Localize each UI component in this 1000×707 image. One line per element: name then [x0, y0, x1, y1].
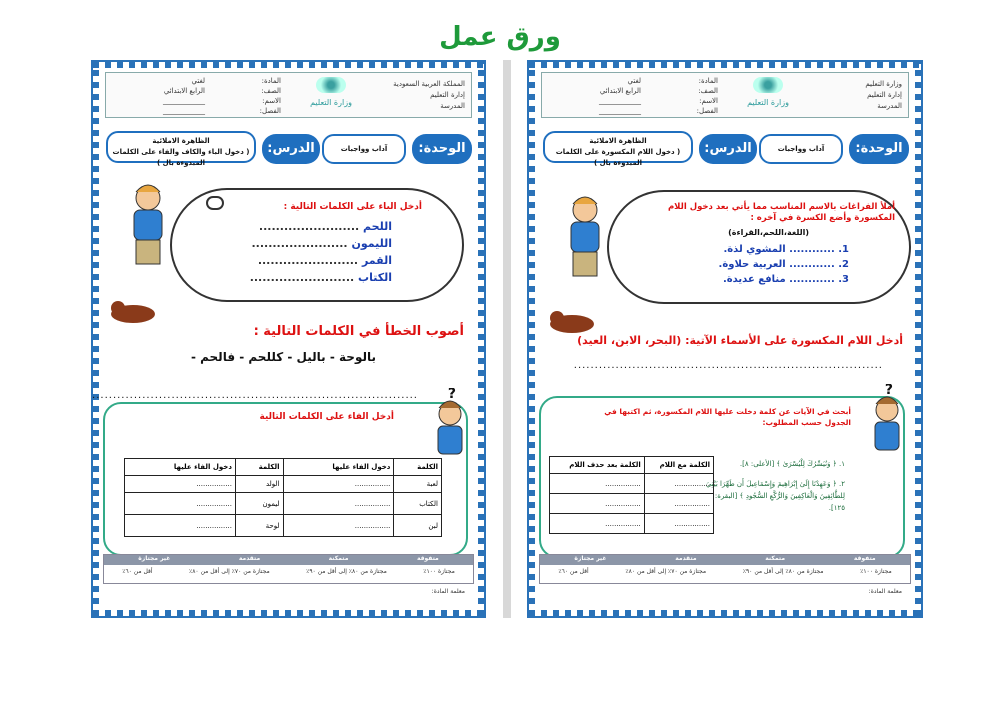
teacher-signature: معلمة المادة:: [868, 588, 902, 595]
lesson-label: الدرس:: [699, 134, 757, 164]
term-label: الفصل:: [259, 107, 281, 115]
level-checkbox[interactable]: مجتازة من ٧٠٪ إلى أقل من ٨٠٪: [625, 568, 707, 575]
level-checkbox[interactable]: مجتازة ١٠٠٪: [860, 568, 892, 575]
level-checkbox[interactable]: مجتازة من ٨٠٪ إلى أقل من ٩٠٪: [742, 568, 824, 575]
ministry-logo-icon: [316, 77, 346, 93]
enter-title: أدخل اللام المكسورة على الأسماء الآتية: (البحر، الابن، العيد): [577, 334, 903, 347]
cloud-options: (اللغة،اللحم،القراءة): [728, 228, 809, 237]
subject-value: لغتي: [191, 77, 205, 85]
answer-cell[interactable]: ................: [125, 493, 236, 515]
search-title: أبحث في الآيات عن كلمة دخلت عليها اللام المكسورة، ثم اكتبها في الجدول حسب المطلوب:: [604, 407, 851, 427]
level-checkbox[interactable]: مجتازة ١٠٠٪: [423, 568, 455, 575]
ministry-text: المملكة العربية السعودية: [393, 80, 465, 88]
table-row: [550, 474, 714, 494]
cloud-instruction: أدخل الباء على الكلمات التالية :: [283, 202, 422, 212]
ministry-logo-icon: [753, 77, 783, 93]
cloud-instruction: أملأ الفراغات بالاسم المناسب مما يأتي بعد دخول اللام المكسورة وأضع الكسرة في آخره :: [667, 202, 895, 223]
answer-cell[interactable]: ................: [283, 515, 394, 537]
cloud-item-2: 2. ............ العربية حلاوة.: [718, 259, 849, 270]
table-row: الكتاب ................ ليمون ................: [125, 493, 442, 515]
fa-table: [124, 458, 442, 537]
thought-cloud: [607, 190, 911, 304]
answer-cell[interactable]: ................: [283, 493, 394, 515]
school-label: المدرسة: [440, 102, 465, 110]
lesson-title: الظاهرة الاملائية: [589, 137, 647, 145]
table-row: لعبة ................ الولد ................: [125, 476, 442, 493]
fix-title: أصوب الخطأ في الكلمات التالية :: [253, 324, 464, 339]
th-fa-2: دخول الفاء عليها: [125, 459, 236, 476]
term-label: الفصل:: [696, 107, 718, 115]
cloud-word-4: الكتاب .........................: [249, 271, 392, 284]
answer-cell[interactable]: ................: [644, 474, 713, 494]
unit-value: آداب وواجبات: [759, 134, 843, 164]
subject-label: المادة:: [698, 77, 718, 85]
thinking-boy-icon: [867, 384, 907, 454]
lesson-box: [106, 131, 256, 167]
teacher-signature: معلمة المادة:: [431, 588, 465, 595]
sheet-header: المملكة العربية السعودية إدارة التعليم المدرسة وزارة التعليم المادة: الصف: الاسم: الفصل: لغتي الرابع الابتدائي ____________ ____________: [105, 72, 472, 118]
school-label: المدرسة: [877, 102, 902, 110]
name-label: الاسم:: [699, 97, 718, 105]
unit-value: آداب وواجبات: [322, 134, 406, 164]
grade-label: الصف:: [261, 87, 281, 95]
level-checkbox[interactable]: مجتازة من ٨٠٪ إلى أقل من ٩٠٪: [306, 568, 387, 575]
page-title: ورق عمل: [439, 22, 561, 52]
admin-label: إدارة التعليم: [430, 91, 465, 99]
boy-icon: [557, 190, 605, 280]
name-label: الاسم:: [262, 97, 281, 105]
table-title: أدخل الفاء على الكلمات التالية: [259, 412, 394, 422]
answer-cell[interactable]: ................: [550, 474, 645, 494]
lesson-title: الظاهرة الاملائية: [152, 137, 210, 145]
logo-text: وزارة التعليم: [310, 98, 352, 107]
dog-icon: [547, 306, 597, 334]
admin-label: إدارة التعليم: [867, 91, 902, 99]
answer-cell[interactable]: ................: [550, 514, 645, 534]
assessment-footer: متفوقة متمكنة متقدمة غير مجتازة مجتازة ١٠٠٪ مجتازة من ٨٠٪ إلى أقل من ٩٠٪ مجتازة من ٧٠٪ إلى أقل من ٨٠٪ أقل من ٦٠٪ معلمة المادة:: [103, 554, 474, 584]
cloud-word-2: الليمون .......................: [251, 237, 392, 250]
lesson-box: [543, 131, 693, 167]
assessment-footer: متفوقة متمكنة متقدمة غير مجتازة مجتازة ١٠٠٪ مجتازة من ٨٠٪ إلى أقل من ٩٠٪ مجتازة من ٧٠٪ إلى أقل من ٨٠٪ أقل من ٦٠٪ معلمة المادة:: [539, 554, 911, 584]
boy-icon: [120, 178, 168, 268]
answer-cell[interactable]: ................: [644, 494, 713, 514]
logo-text: وزارة التعليم: [747, 98, 789, 107]
answer-cell[interactable]: ................: [125, 515, 236, 537]
answer-cell[interactable]: ................: [644, 514, 713, 534]
th-without-lam: الكلمة بعد حذف اللام: [550, 457, 645, 474]
grade-label: الصف:: [698, 87, 718, 95]
cloud-word-1: اللحم ........................: [258, 220, 392, 233]
th-word-2: الكلمة: [235, 459, 283, 476]
sheet-header: وزارة التعليم إدارة التعليم المدرسة وزارة التعليم المادة: الصف: الاسم: الفصل: لغتي الرابع الابتدائي ____________ ____________: [541, 72, 909, 118]
lesson-label: الدرس:: [262, 134, 320, 164]
grade-value: الرابع الابتدائي: [599, 87, 641, 95]
answer-cell[interactable]: ................: [550, 494, 645, 514]
level-checkbox[interactable]: أقل من ٦٠٪: [558, 568, 589, 575]
answer-line: ..........................................................................: [573, 360, 883, 371]
svg-text:?: ?: [447, 388, 456, 402]
ministry-text: وزارة التعليم: [865, 80, 902, 88]
thinking-boy-icon: [430, 388, 470, 458]
unit-label: الوحدة:: [412, 134, 472, 164]
lesson-subtitle: ( دخول اللام المكسورة على الكلمات المبدوءة بال ): [555, 148, 681, 167]
grade-value: الرابع الابتدائي: [163, 87, 205, 95]
ayah-1: ١. ﴿ وَنُيَسِّرُكَ لِلْيُسْرَىٰ ﴾ [الأعلى: ٨].: [739, 460, 845, 468]
th-fa-1: دخول الفاء عليها: [283, 459, 394, 476]
ayah-2: ٢. ﴿ وَعَهِدْنَا إِلَىٰ إِبْرَاهِيمَ وَإِسْمَاعِيلَ أَن طَهِّرَا بَيْتِيَ لِلطَّائِفِينَ وَالْعَاكِفِينَ وَالرُّكَّعِ السُّجُودِ ﴾ [البقرة: ١٢٥].: [705, 480, 845, 512]
cloud-item-1: 1. ............ المشوي لذة.: [723, 244, 849, 255]
unit-label: الوحدة:: [849, 134, 909, 164]
th-word-1: الكلمة: [394, 459, 442, 476]
level-checkbox[interactable]: مجتازة من ٧٠٪ إلى أقل من ٨٠٪: [188, 568, 270, 575]
page-divider: [503, 60, 511, 618]
dog-icon: [108, 296, 158, 324]
cloud-bubble: [206, 196, 224, 210]
cloud-item-3: 3. ............ منافع عديدة.: [722, 274, 849, 285]
worksheet-right: [527, 60, 923, 618]
answer-cell[interactable]: ................: [125, 476, 236, 493]
table-row: لبن ................ لوحة ................: [125, 515, 442, 537]
subject-label: المادة:: [261, 77, 281, 85]
level-checkbox[interactable]: أقل من ٦٠٪: [122, 568, 153, 575]
answer-cell[interactable]: ................: [283, 476, 394, 493]
table-row: [550, 494, 714, 514]
worksheet-left: [91, 60, 486, 618]
table-row: [550, 514, 714, 534]
lesson-subtitle: ( دخول الباء والكاف والفاء على الكلمات المبدوءة بال ): [112, 148, 250, 167]
subject-value: لغتي: [627, 77, 641, 85]
cloud-word-3: القمر ........................: [257, 254, 392, 267]
th-with-lam: الكلمة مع اللام: [644, 457, 713, 474]
fix-words: بالوحة - باليل - كللحم - فالحم -: [190, 350, 376, 364]
svg-text:?: ?: [884, 384, 893, 398]
answer-line: ..............................................................................: [92, 390, 418, 401]
lam-table: [549, 456, 714, 534]
